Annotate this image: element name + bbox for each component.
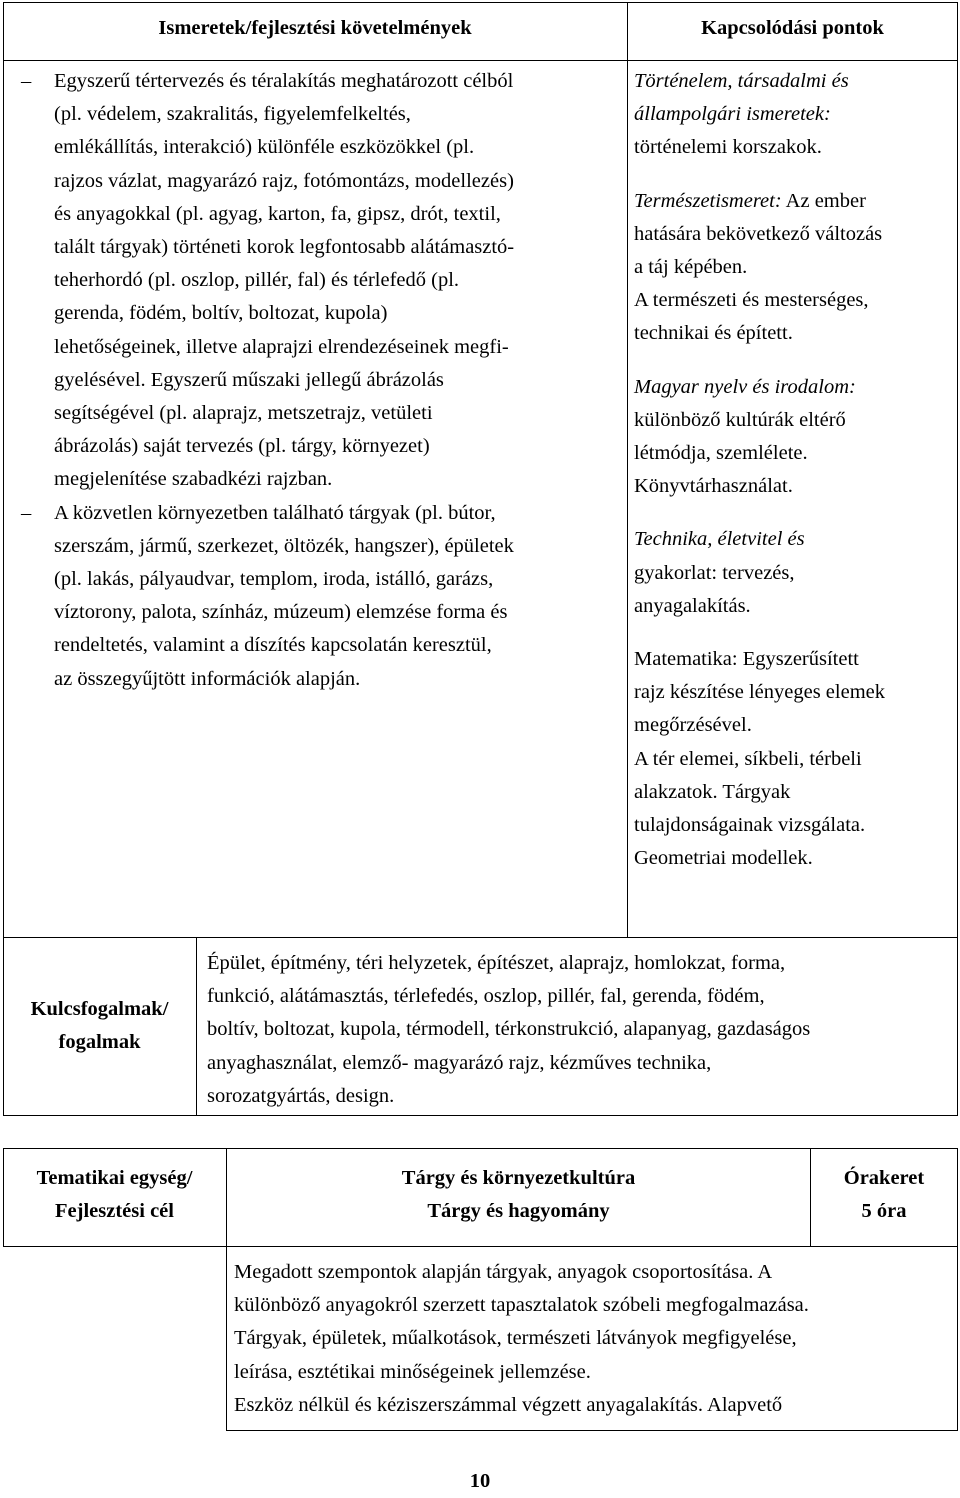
connection-math (634, 643, 956, 875)
key-line: anyaghasználat, elemző- magyarázó rajz, kézműves technika, (207, 1051, 712, 1074)
requirement-line: és anyagokkal (pl. agyag, karton, fa, gipsz, drót, textil, (54, 202, 501, 225)
requirement-line: ábrázolás) saját tervezés (pl. tárgy, környezet) (54, 435, 430, 458)
connection-technology (634, 523, 956, 623)
connection-line: rajz készítése lényeges elemek (634, 681, 885, 704)
connection-line: megőrzésével. (634, 714, 752, 737)
bullet-item (21, 497, 626, 696)
connections-list (634, 65, 956, 875)
connection-line: anyagalakítás. (634, 594, 751, 617)
key-label-line: fogalmak (58, 1031, 141, 1054)
subject-label: állampolgári ismeretek: (634, 103, 831, 126)
requirement-line: szerszám, jármű, szerkezet, öltözék, hangszer), épületek (54, 534, 514, 557)
requirement-line: Egyszerű tértervezés és téralakítás meghatározott célból (54, 70, 514, 92)
connection-line: a táj képében. (634, 256, 748, 279)
goal-line: Megadott szempontok alapján tárgyak, anyagok csoportosítása. A (234, 1261, 773, 1283)
bullet-item (21, 65, 626, 497)
goal-text (234, 1256, 956, 1422)
connection-line: A tér elemei, síkbeli, térbeli (634, 747, 862, 770)
dash-bullet: – (21, 70, 32, 92)
unit-label (3, 1162, 226, 1228)
requirement-line: A közvetlen környezetben található tárgyak (pl. bútor, (54, 501, 496, 524)
unit-label-line: Tematikai egység/ (36, 1167, 193, 1189)
unit-label-line: Fejlesztési cél (55, 1200, 174, 1223)
connection-line: Könyvtárhasználat. (634, 475, 793, 498)
connection-line: hatására bekövetkező változás (634, 222, 883, 245)
requirement-line: rajzos vázlat, magyarázó rajz, fotómontázs, modellezés) (54, 169, 514, 192)
requirement-line: (pl. lakás, pályaudvar, templom, iroda, istálló, garázs, (54, 568, 494, 591)
connection-literature (634, 371, 956, 504)
requirement-line: (pl. védelem, szakralitás, figyelemfelkeltés, (54, 103, 411, 126)
requirement-line: segítségével (pl. alaprajz, metszetrajz, vetületi (54, 402, 433, 425)
subject-label: Történelem, társadalmi és (634, 70, 849, 92)
unit-title-line: Tárgy és hagyomány (427, 1200, 610, 1223)
unit-title (227, 1162, 810, 1228)
connection-line: történelemi korszakok. (634, 136, 822, 159)
connection-line: létmódja, szemlélete. (634, 442, 808, 465)
header-connections: Kapcsolódási pontok (701, 17, 884, 39)
requirements-list (21, 65, 626, 696)
requirement-line: az összegyűjtött információk alapján. (54, 667, 361, 690)
key-line: boltív, boltozat, kupola, térmodell, térkonstrukció, alapanyag, gazdaságos (207, 1018, 811, 1041)
requirement-line: emlékállítás, interakció) különféle eszközökkel (pl. (54, 136, 475, 159)
requirement-line: lehetőségeinek, illetve alaprajzi elrendezéseinek megfi- (54, 335, 509, 358)
connection-line: alakzatok. Tárgyak (634, 780, 791, 803)
goal-line: Eszköz nélkül és kéziszerszámmal végzett anyagalakítás. Alapvető (234, 1393, 783, 1416)
unit-title-line: Tárgy és környezetkultúra (401, 1167, 636, 1189)
goal-line: Tárgyak, épületek, műalkotások, természeti látványok megfigyelése, (234, 1327, 797, 1350)
subject-label: Természetismeret: (634, 189, 782, 212)
connection-line: technikai és épített. (634, 322, 793, 345)
requirement-line: talált tárgyak) történeti korok legfontosabb alátámasztó- (54, 236, 515, 259)
connection-line: Geometriai modellek. (634, 847, 813, 870)
hours-label: Órakeret (843, 1167, 925, 1189)
requirement-line: gyelésével. Egyszerű műszaki jellegű ábrázolás (54, 368, 444, 391)
requirement-line: teherhordó (pl. oszlop, pillér, fal) és térlefedő (pl. (54, 269, 460, 292)
connection-line: különböző kultúrák eltérő (634, 408, 846, 431)
connection-history (634, 65, 956, 165)
requirement-line: megjelenítése szabadkézi rajzban. (54, 468, 333, 491)
connection-science (634, 185, 956, 351)
key-concepts-text (207, 947, 955, 1113)
goal-line: különböző anyagokról szerzett tapasztalatok szóbeli megfogalmazása. (234, 1294, 809, 1317)
connection-line: gyakorlat: tervezés, (634, 561, 795, 584)
key-line: sorozatgyártás, design. (207, 1084, 395, 1107)
goal-line: leírása, esztétikai minőségeinek jellemzése. (234, 1360, 591, 1383)
connection-line: Az ember (781, 189, 866, 212)
subject-label: Magyar nyelv és irodalom: (634, 375, 856, 398)
hours-cell (811, 1162, 957, 1228)
connection-line: tulajdonságainak vizsgálata. (634, 814, 866, 837)
key-line: Épület, építmény, téri helyzetek, építészet, alaprajz, homlokzat, forma, (207, 952, 786, 974)
requirement-line: gerenda, födém, boltív, boltozat, kupola) (54, 302, 388, 325)
requirement-line: rendeltetés, valamint a díszítés kapcsolatán keresztül, (54, 634, 492, 657)
subject-label: Technika, életvitel és (634, 528, 805, 551)
dash-bullet: – (21, 501, 32, 524)
key-concepts-label (3, 993, 196, 1059)
header-requirements: Ismeretek/fejlesztési követelmények (158, 17, 472, 39)
requirement-line: víztorony, palota, színház, múzeum) elemzése forma és (54, 601, 508, 624)
page-number: 10 (469, 1470, 491, 1492)
connection-line: A természeti és mesterséges, (634, 289, 869, 312)
key-line: funkció, alátámasztás, térlefedés, oszlop, pillér, fal, gerenda, födém, (207, 985, 765, 1008)
connection-line: Matematika: Egyszerűsített (634, 648, 859, 671)
key-label-line: Kulcsfogalmak/ (30, 998, 169, 1020)
hours-value: 5 óra (861, 1200, 907, 1223)
